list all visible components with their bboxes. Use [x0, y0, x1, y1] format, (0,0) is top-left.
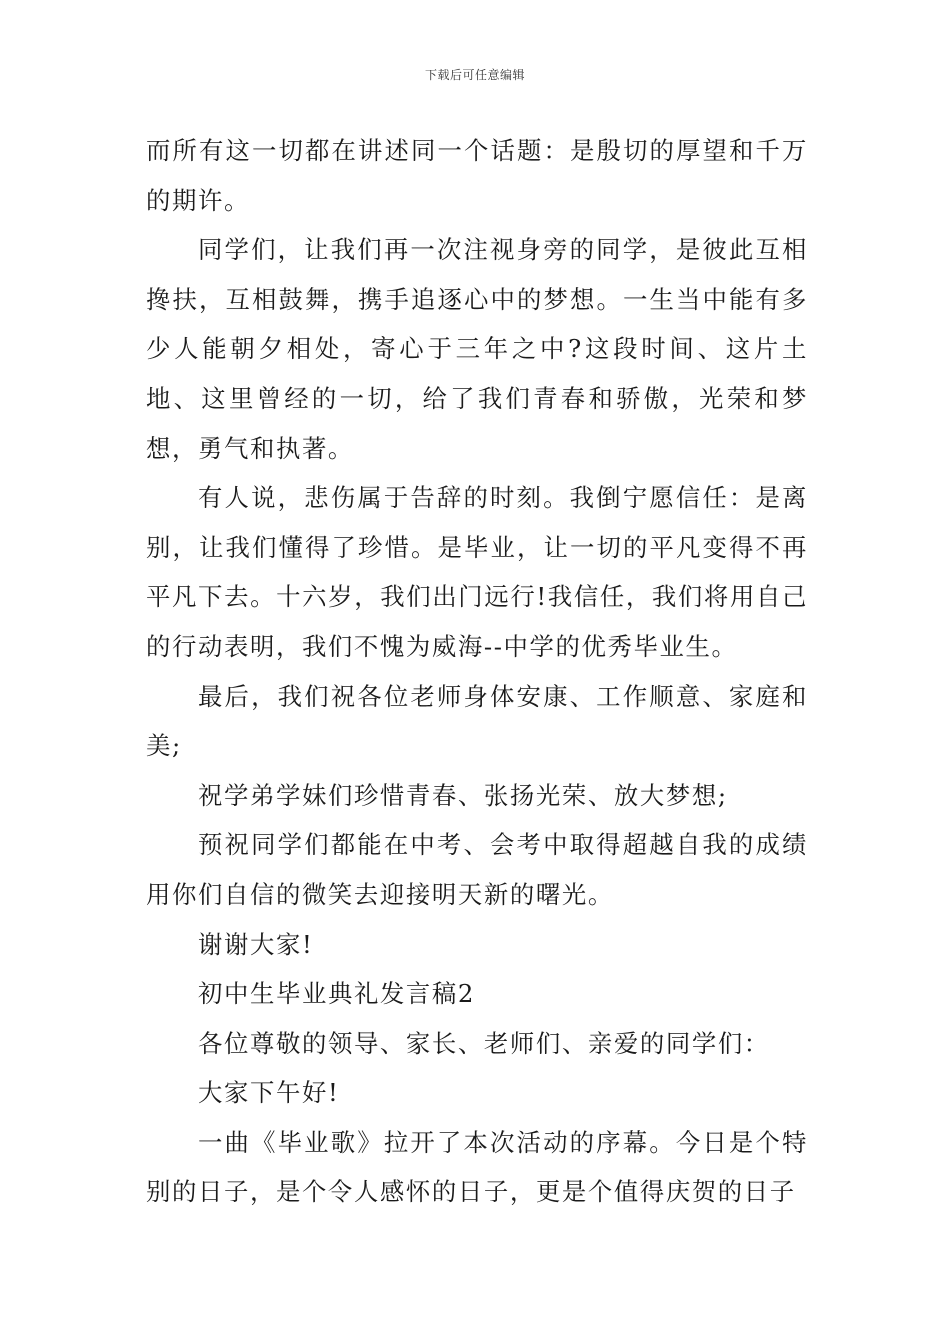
paragraph: 最后，我们祝各位老师身体安康、工作顺意、家庭和美; [146, 681, 808, 761]
greeting: 大家下午好! [198, 1078, 340, 1108]
paragraph: 预祝同学们都能在中考、会考中取得超越自我的成绩用你们自信的微笑去迎接明天新的曙光。 [146, 830, 808, 909]
document-body [146, 126, 808, 1217]
paragraph: 谢谢大家! [198, 929, 314, 959]
paragraph: 有人说，悲伤属于告辞的时刻。我倒宁愿信任：是离别，让我们懂得了珍惜。是毕业，让一切的平凡变得不再平凡下去。十六岁，我们出门远行!我信任，我们将用自己的行动表明，我们不愧为威海--中学的优秀毕业生。 [146, 483, 808, 661]
paragraph: 而所有这一切都在讲述同一个话题：是殷切的厚望和千万的期许。 [146, 136, 808, 215]
salutation: 各位尊敬的领导、家长、老师们、亲爱的同学们： [198, 1028, 770, 1058]
header-note: 下载后可任意编辑 [424, 68, 525, 82]
paragraph: 祝学弟学妹们珍惜青春、张扬光荣、放大梦想; [198, 780, 728, 810]
paragraph: 一曲《毕业歌》拉开了本次活动的序幕。今日是个特别的日子，是个令人感怀的日子，更是个值得庆贺的日子 [146, 1127, 808, 1207]
paragraph: 同学们，让我们再一次注视身旁的同学，是彼此互相搀扶，互相鼓舞，携手追逐心中的梦想。一生当中能有多少人能朝夕相处，寄心于三年之中?这段时间、这片土地、这里曾经的一切，给了我们青春和骄傲，光荣和梦想，勇气和执著。 [146, 235, 808, 463]
section-title: 初中生毕业典礼发言稿2 [198, 979, 476, 1009]
